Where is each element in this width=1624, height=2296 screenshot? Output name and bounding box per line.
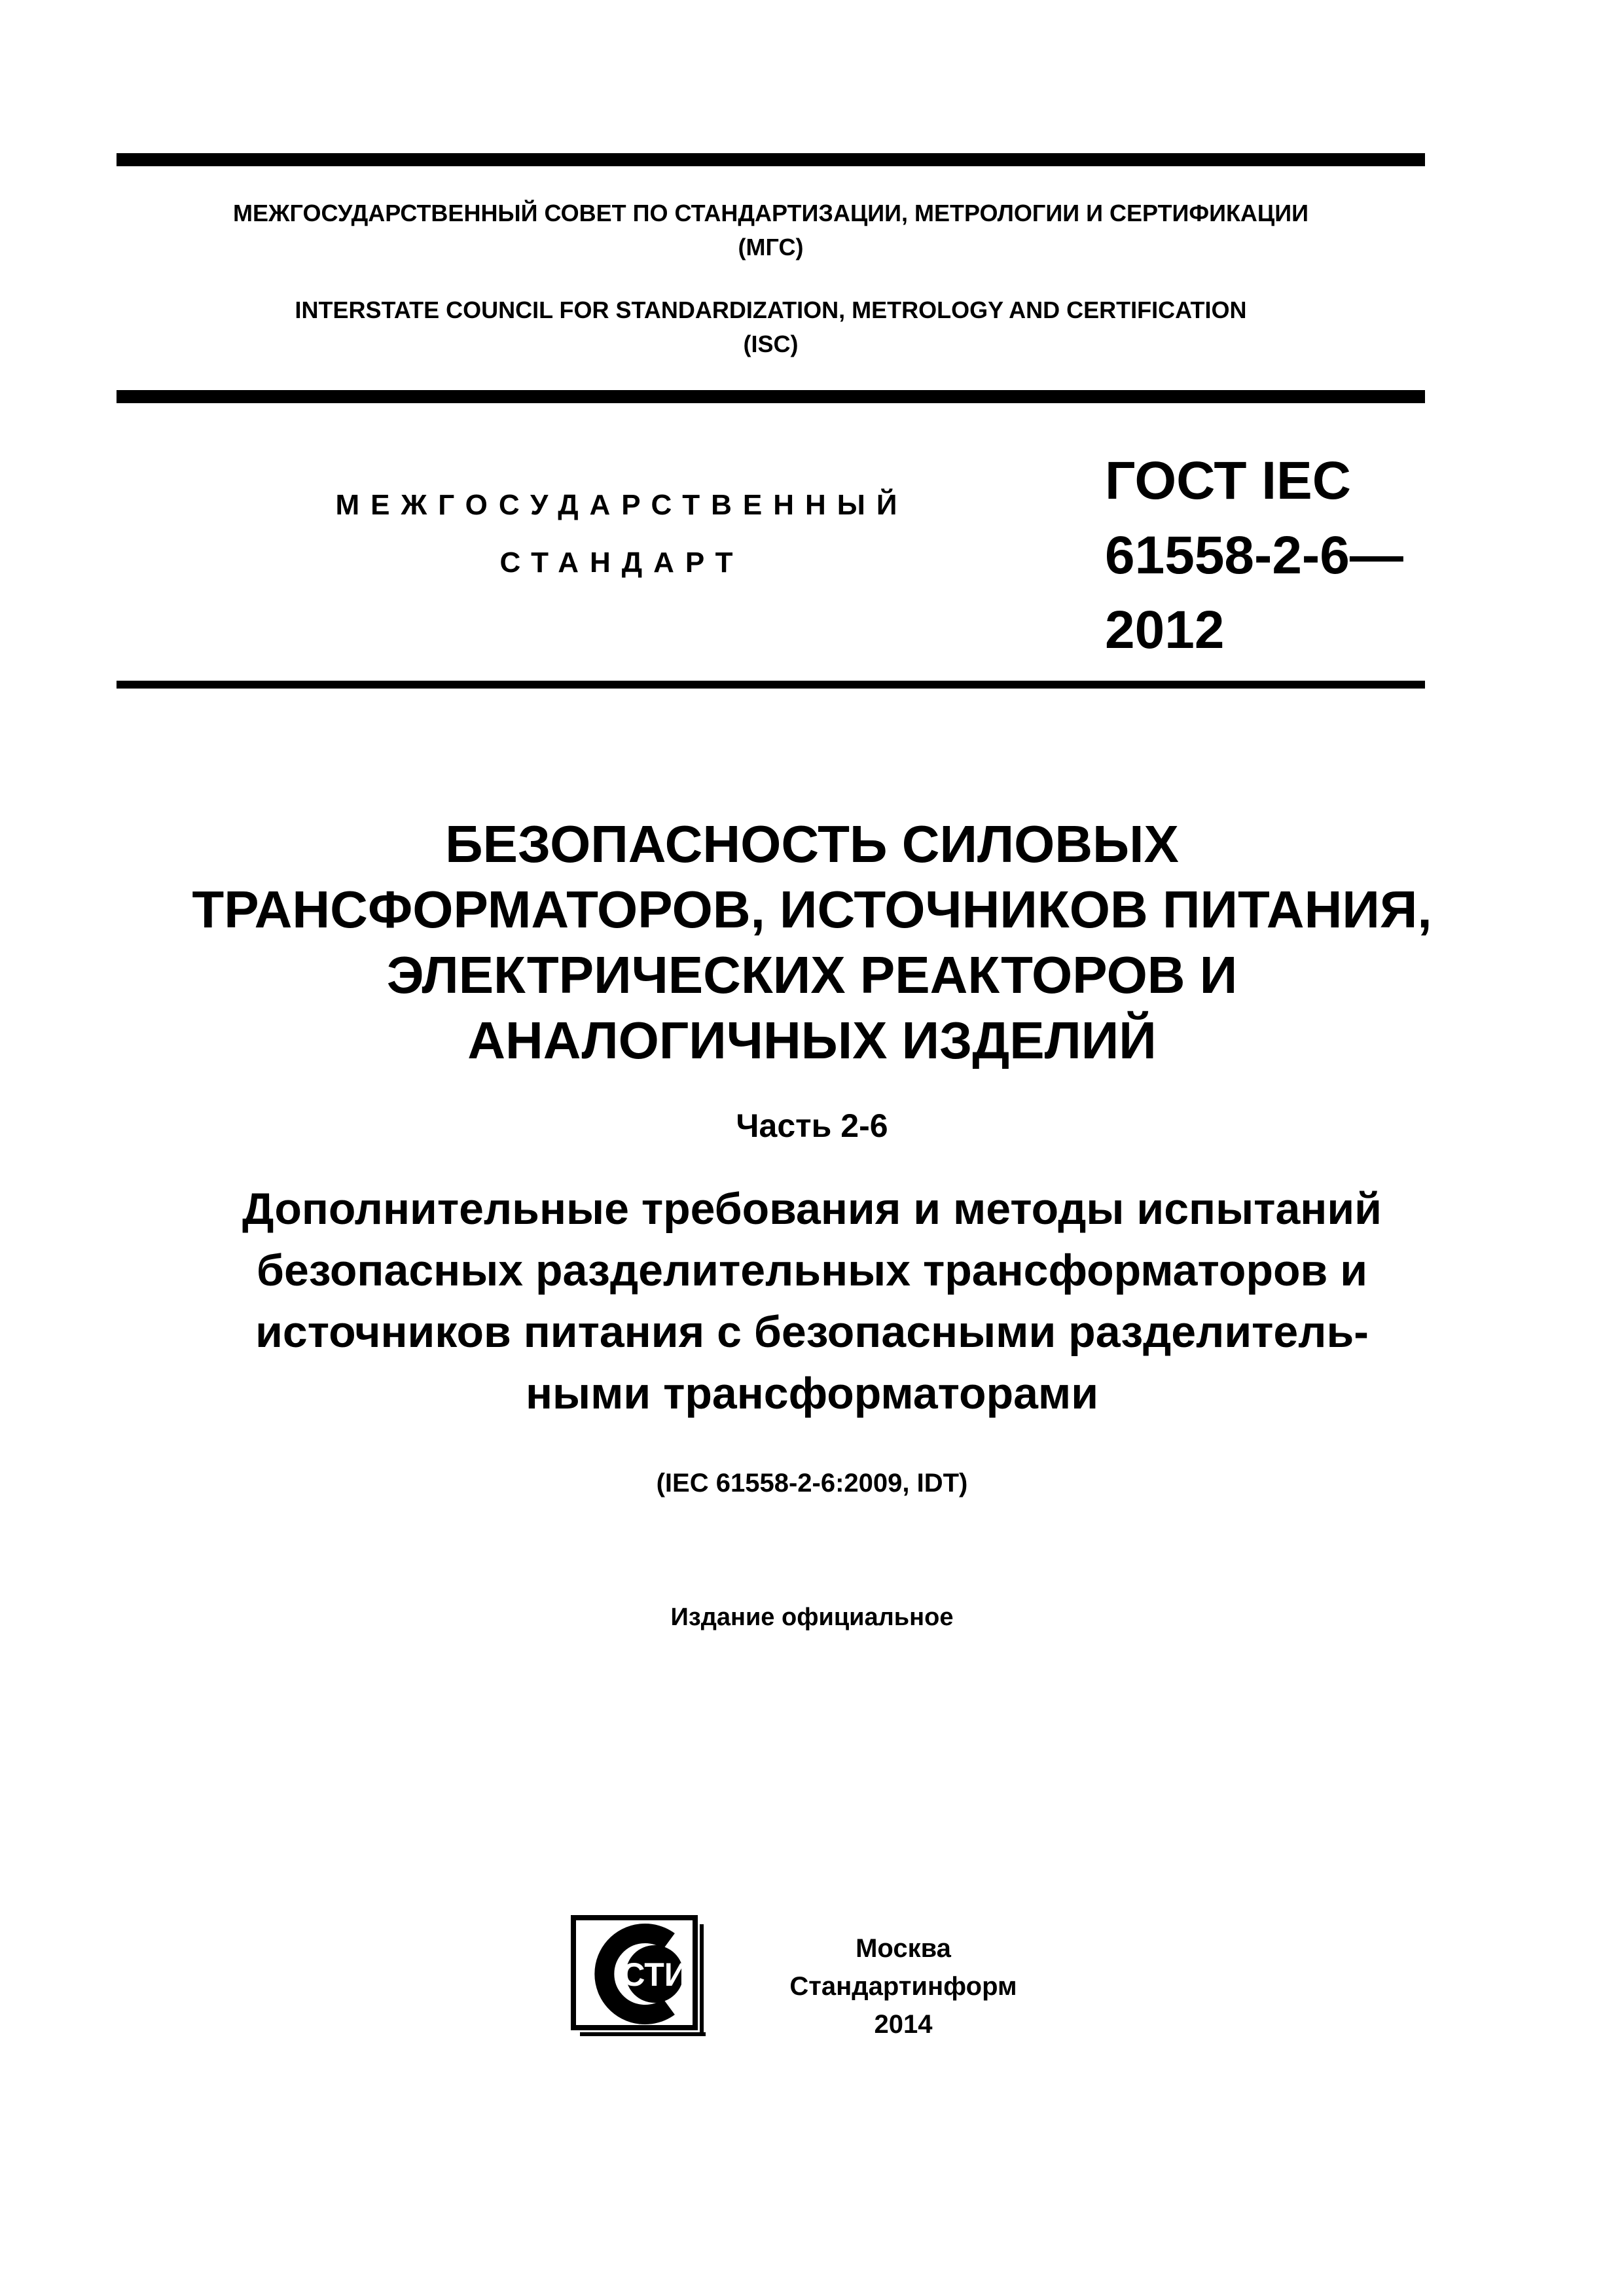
council-name-ru: МЕЖГОСУДАРСТВЕННЫЙ СОВЕТ ПО СТАНДАРТИЗАЦИИ, МЕТРОЛОГИИ И СЕРТИФИКАЦИИ (МГС) [233, 200, 1308, 260]
standard-kind-line-2: СТАНДАРТ [499, 547, 744, 579]
top-rule [117, 153, 1425, 166]
document-subtitle: Дополнительные требования и методы испытаний безопасных разделительных трансформаторов и источников питания с безопасными разделитель- ными трансформаторами [242, 1184, 1382, 1418]
edition-note: Издание официальное [670, 1604, 954, 1631]
iec-reference: (IEC 61558-2-6:2009, IDT) [656, 1469, 968, 1498]
publisher-city: Москва [856, 1934, 951, 1963]
publisher-year: 2014 [874, 2010, 933, 2039]
header-rule [117, 390, 1425, 403]
standartinform-logo-icon [571, 1915, 708, 2038]
code-rule [117, 681, 1425, 689]
part-number: Часть 2-6 [736, 1107, 888, 1144]
standard-kind-line-1: МЕЖГОСУДАРСТВЕННЫЙ [335, 489, 909, 521]
publisher-name: Стандартинформ [789, 1972, 1017, 2001]
publisher-info [707, 1929, 1100, 2043]
document-title: БЕЗОПАСНОСТЬ СИЛОВЫХ ТРАНСФОРМАТОРОВ, ИСТОЧНИКОВ ПИТАНИЯ, ЭЛЕКТРИЧЕСКИХ РЕАКТОРОВ И АНАЛОГИЧНЫХ ИЗДЕЛИЙ [192, 815, 1432, 1069]
standard-code: ГОСТ IEC 61558-2-6— 2012 [1105, 451, 1403, 660]
council-name-en: INTERSTATE COUNCIL FOR STANDARDIZATION, METROLOGY AND CERTIFICATION (ISC) [295, 296, 1247, 357]
logo-text: СТИ [621, 1956, 688, 1993]
